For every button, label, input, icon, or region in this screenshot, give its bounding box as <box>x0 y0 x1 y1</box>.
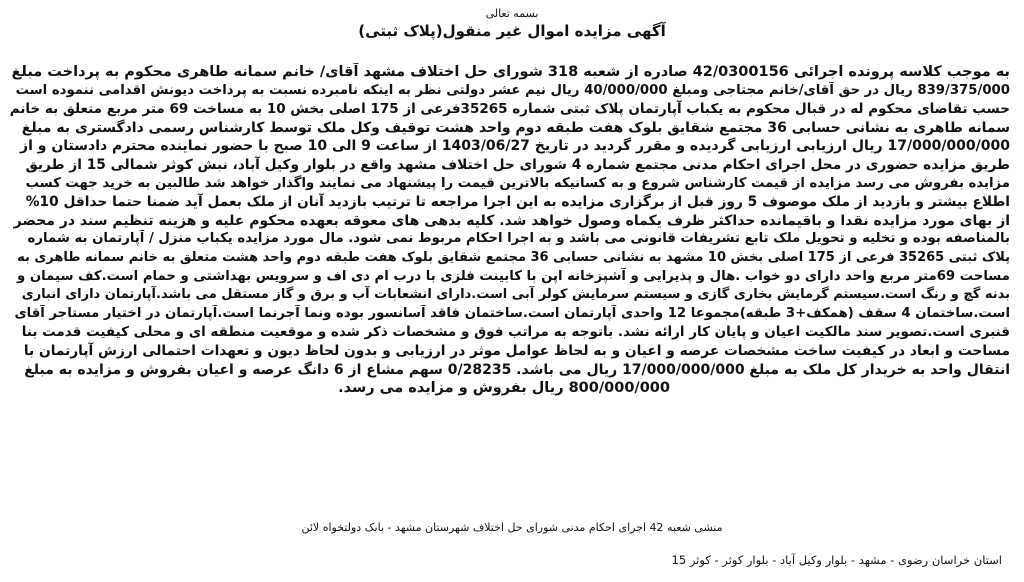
body-line: مساحت 69متر مربع واحد دارای دو خواب .هال و پذیرایی و آشپزخانه اپن با کابینت فلزی با درب ام دی اف و سرویس بهداشتی و حمام است.کف سیمان و <box>17 268 1010 284</box>
body-line: 839/375/000 ریال در حق آقای/خانم مجتاجی ومبلغ 40/000/000 ریال نیم عشر دولتی نظر به اینکه نامبرده نسبت به پرداخت دیونش اقدامی ننموده است <box>15 82 1010 98</box>
body-line: پلاک ثبتی 35265 فرعی از 175 اصلی بخش 10 مشهد به نشانی حسابی 36 مجتمع شقایق بلوک هفت طبقه دوم واحد هشت متعلق به خانم سمانه طاهری به <box>17 249 1010 265</box>
notice-body <box>10 63 1010 398</box>
body-line: انتقال واحد به خریدار کل ملک به مبلغ 17/000/000/000 ریال می باشد. 0/28235 سهم مشاع از 6 دانگ عرصه و اعیان بفروش و مزایده به مبلغ <box>24 361 1010 378</box>
body-line: طریق مزایده حضوری در محل اجرای احکام مدنی مجتمع شماره 4 شورای حل اختلاف مشهد واقع در بلوار وکیل آباد، نبش کوثر شمالی 15 از طریق <box>25 156 1010 173</box>
body-line-last: 800/000/000 ریال بفروش و مزایده می رسد. <box>338 380 670 397</box>
body-line: بالمناصفه بوده و تخلیه و تحویل ملک تابع تشریفات قانونی می باشد و به اجرا احکام مربوط نمی شود. مال مورد مزایده یکباب منزل / آپارتمان به شماره <box>27 231 1010 247</box>
notice-title: آگهی مزایده اموال غیر منقول(پلاک ثبتی) <box>358 22 666 40</box>
body-line: حسب تقاضای محکوم له در قبال محکوم به یکباب آپارتمان پلاک ثبتی شماره 35265فرعی از 175 اصلی بخش 10 به مساخت 69 متر مربع متعلق به خانم <box>10 101 1010 118</box>
bismillah-heading: بسمه تعالی <box>485 7 539 20</box>
body-line: 17/000/000/000 ریال ارزیابی ارزیابی گردیده و مقرر گردید در تاریخ 1403/06/27 از ساعت 9 الی 10 صبح با حضور نماینده محترم دادستان و از <box>20 138 1010 155</box>
body-line: قنبری است.تصویر سند مالکیت اعیان و پایان کار ارائه نشد. باتوجه به مراتب فوق و مشخصات ذکر شده و موقعیت منطقه ای و محلی کیفیت قدمت بنا <box>21 324 1010 341</box>
body-line: مزایده بفروش می رسد مزایده از قیمت کارشناس شروع و به کسانیکه بالاترین قیمت را پیشنهاد می نمایند واگذار خواهد شد طالبین به خرید جهت کسب <box>25 175 1010 191</box>
secretary-signature-line: منشی شعبه 42 اجرای احکام مدنی شورای حل اختلاف شهرستان مشهد - بابک دولتخواه لائن <box>301 521 723 534</box>
body-line: مساحت و ابعاد در کیفیت ساخت مشخصات عرصه و اعیان و به لحاظ عوامل موثر در ارزیابی و بدون لحاظ دیون و تعهدات احتمالی ارزش آپارتمان با <box>23 342 1010 359</box>
body-line: از بهای مورد مزایده نقدا و باقیمانده حداکثر ظرف یکماه وصول خواهد شد. کلیه بدهی های معوقه بعهده محکوم علیه و هزینه تنظیم سند در محضر <box>13 212 1010 229</box>
body-line: به موجب کلاسه پرونده اجرائی 42/0300156 صادره از شعبه 318 شورای حل اختلاف مشهد آقای/ خانم سمانه طاهری محکوم به پرداخت مبلغ <box>11 64 1010 80</box>
body-line: اطلاع بیشتر و بازدید از ملک موصوف 5 روز قبل از برگزاری مزایده به این اجرا مراجعه تا ترتیب بازدید آنان از ملک بعمل آید ضمنا حتما حداقل 10% <box>25 194 1010 211</box>
body-line: است.ساختمان 4 سقف (همکف+3 طبقه)مجموعا 12 واحدی آپارتمان است.ساختمان فاقد آسانسور بوده ونما آجرنما است.آپارتمان در اختیار مستاجر آقای <box>14 305 1010 321</box>
body-line: بدنه گچ و رنگ است.سیستم گرمایش بخاری گازی و سیستم سرمایش کولر آبی است.دارای انشعابات آب و برق و گاز مستقل می باشد.آپارتمان دارای انباری <box>21 287 1010 303</box>
body-line: سمانه طاهری به نشانی حسابی 36 مجتمع شقایق بلوک هفت طبقه دوم واحد هشت توقیف وکل ملک توسط کارشناس رسمی دادگستری به مبلغ <box>21 119 1010 136</box>
court-address: استان خراسان رضوی - مشهد - بلوار وکیل آباد - بلوار کوثر - کوثر 15 <box>671 553 1002 567</box>
